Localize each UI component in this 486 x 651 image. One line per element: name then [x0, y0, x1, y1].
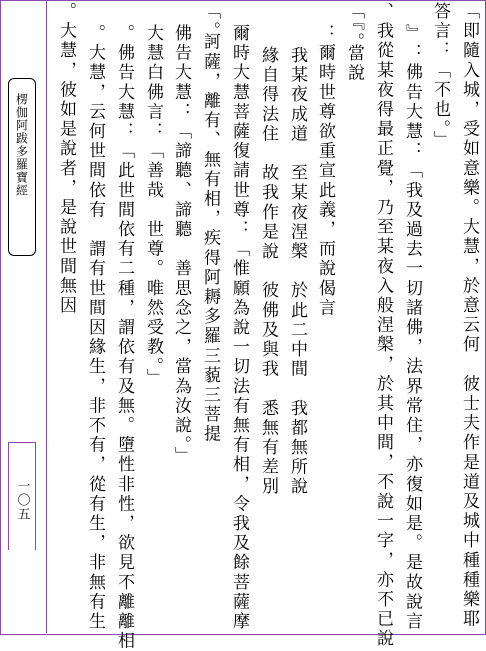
page-number-box — [8, 442, 36, 550]
text-column: 大慧，彼如是說者，是說世間無因。 — [56, 2, 76, 316]
text-column: 即隨入城，受如意樂。大慧，於意云何 彼士夫作是道及城中種種樂耶」 — [459, 2, 479, 630]
text-column: 我某夜成道 至某夜涅槃 於此二中間 我都無所說 — [287, 46, 307, 497]
text-column: 大慧，云何世間依有 謂有世間因緣生，非不有，從有生，非無有生。 — [85, 24, 105, 632]
scripture-text — [52, 2, 482, 651]
page-number: 一〇五 — [14, 479, 30, 521]
text-column: 佛告大慧：「我及過去一切諸佛，法界常住，亦復如是。是故說言：『 — [402, 24, 422, 632]
text-column: 佛告大慧：「諦聽、諦聽 善思念之，當為汝說。」 — [171, 24, 191, 467]
text-column: 佛告大慧：「此世間依有二種，謂依有及無。墮性非性，欲見不離離相。 — [114, 24, 134, 651]
text-column: 當說。』」 — [344, 2, 364, 84]
text-column: 我從某夜得最正覺，乃至某夜入般涅槃，於其中間，不說一字，亦不已說、 — [373, 2, 393, 649]
text-column: 訶薩，離有、無有相，疾得阿耨多羅三藐三菩提。」 — [200, 2, 220, 445]
text-column: 爾時世尊欲重宣此義，而說偈言： — [315, 24, 335, 319]
text-column: 大慧白佛言：「善哉 世尊。唯然受教。」 — [143, 24, 163, 388]
text-column: 答言：「不也。」 — [430, 2, 450, 151]
sutra-title: 楞伽阿跋多羅寶經 — [14, 93, 29, 197]
margin-rule — [46, 0, 47, 633]
text-column: 緣自得法住 故我作是說 彼佛及與我 悉無有差別 — [258, 46, 278, 497]
sutra-title-box — [8, 78, 36, 256]
text-column: 爾時大慧菩薩復請世尊：「惟願為說一切法有無有相，令我及餘菩薩摩 — [229, 24, 249, 632]
